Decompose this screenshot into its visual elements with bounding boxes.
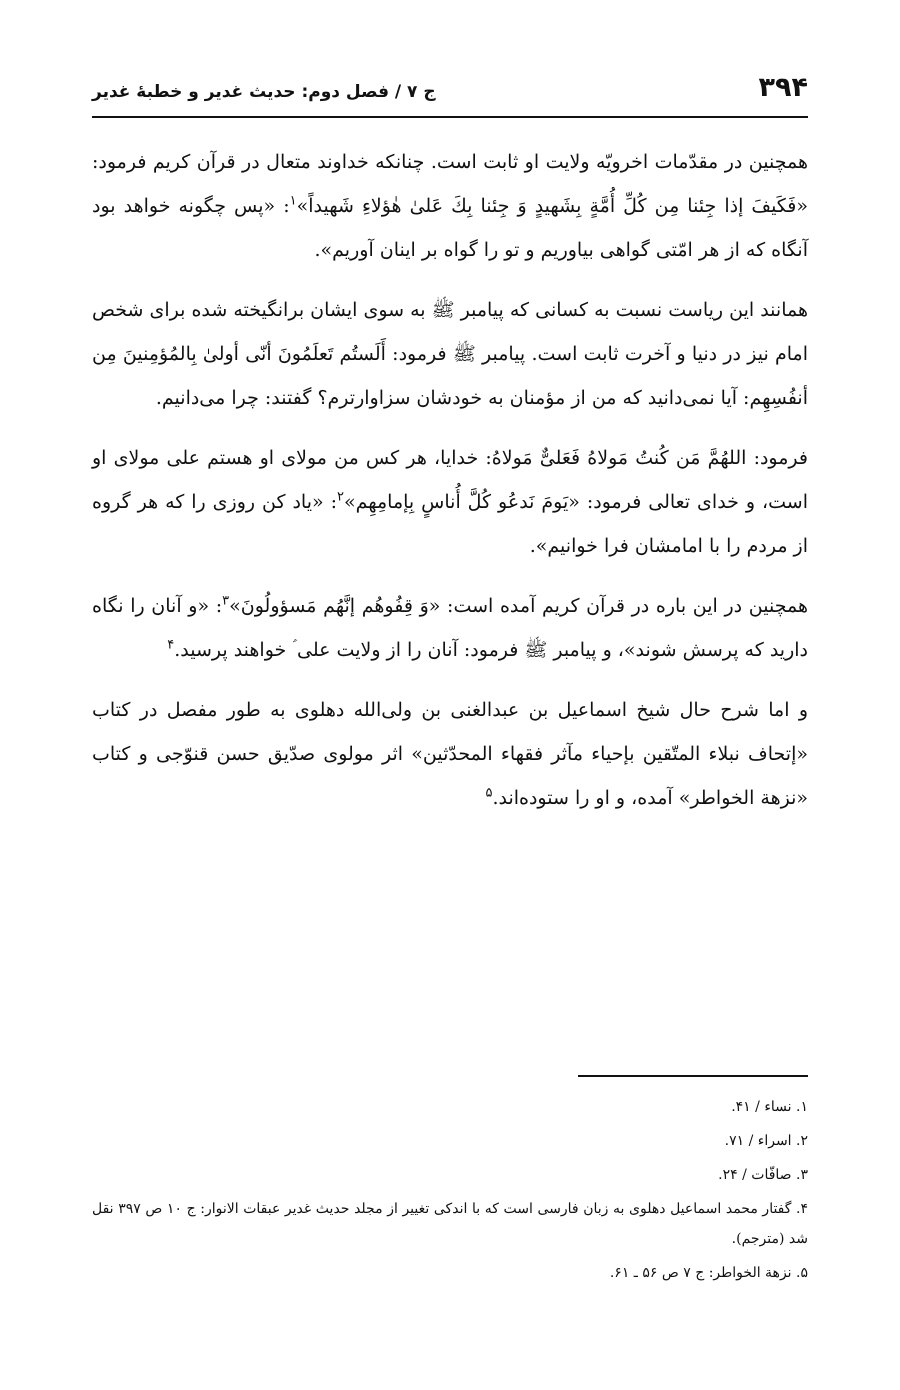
- paragraph: [92, 688, 808, 820]
- paragraph: [92, 140, 808, 272]
- page-number: ۳۹۴: [758, 71, 808, 103]
- footnote: ۲. اسراء / ۷۱.: [724, 1133, 808, 1149]
- paragraph: [92, 584, 808, 672]
- footnotes: [92, 1092, 808, 1292]
- footnote-ref: ۴: [167, 637, 175, 653]
- page-header: [92, 64, 808, 118]
- paragraph-text: همانند این ریاست نسبت به کسانی که پیامبر ﷺ به سوی ایشان برانگیخته شده برای شخص امام نیز در دنیا و آخرت ثابت است. پیامبر ﷺ فرمود: أَلَستُم تَعلَمُونَ أنّی أولیٰ بِالمُؤمِنینَ مِن أنفُسِهِم: آیا نمی‌دانید که من از مؤمنان به خودشان سزاوارترم؟ گفتند: چرا می‌دانیم.: [92, 299, 808, 409]
- paragraph-text: همچنین در این باره در قرآن کریم آمده است: «وَ قِفُوهُم إنَّهُم مَسؤولُونَ»: [229, 595, 808, 617]
- paragraph-text: : «پس چگونه خواهد بود آنگاه که از هر امّتی گواهی بیاوریم و تو را گواه بر اینان آوریم».: [92, 195, 808, 261]
- footnote-divider: [578, 1075, 808, 1077]
- paragraph: [92, 288, 808, 420]
- footnote-ref: ۵: [485, 785, 493, 801]
- footnote: ۱. نساء / ۴۱.: [731, 1099, 808, 1115]
- footnote-ref: ۱: [289, 193, 297, 209]
- footnote: ۴. گفتار محمد اسماعیل دهلوی به زبان فارسی است که با اندکی تغییر از مجلد حدیث غدیر عبقات الانوار: ج ۱۰ ص ۳۹۷ نقل شد (مترجم).: [92, 1201, 809, 1247]
- paragraph-text: فرمود: اللهُمَّ مَن کُنتُ مَولاهُ فَعَلیٌّ مَولاهُ: خدایا، هر کس من مولای او هستم علی مولای او است، و خدای تعالی فرمود: «یَومَ نَدعُو کُلَّ أُناسٍ بِإمامِهِم»: [92, 447, 808, 513]
- footnote: ۵. نزهة الخواطر: ج ۷ ص ۵۶ ـ ۶۱.: [609, 1265, 808, 1281]
- paragraph-text: : «یاد کن روزی را که هر گروه از مردم را با امامشان فرا خوانیم».: [92, 491, 808, 557]
- paragraph: [92, 436, 808, 568]
- running-title: ج ۷ / فصل دوم: حدیث غدیر و خطبهٔ غدیر: [92, 82, 436, 102]
- paragraph-text: : «و آنان را نگاه دارید که پرسش شوند»، و پیامبر ﷺ فرمود: آنان را از ولایت علی ؑ خواهند پرسید.: [92, 595, 808, 661]
- body-text: [92, 140, 808, 836]
- paragraph-text: و اما شرح حال شیخ اسماعیل بن عبدالغنی بن ولی‌الله دهلوی به طور مفصل در کتاب «إتحاف نبلاء المتّقین بإحیاء مآثر فقهاء المحدّثین» اثر مولوی صدّیق حسن قنوّجی و کتاب «نزهة الخواطر» آمده، و او را ستوده‌اند.: [92, 699, 808, 809]
- paragraph-text: همچنین در مقدّمات اخرویّه ولایت او ثابت است. چنانکه خداوند متعال در قرآن کریم فرمود: «فَکَیفَ إذا جِئنا مِن کُلِّ أُمَّةٍ بِشَهیدٍ وَ جِئنا بِكَ عَلیٰ هٰؤلاءِ شَهیداً»: [92, 151, 808, 217]
- footnote-ref: ۲: [336, 489, 344, 505]
- footnote: ۳. صافّات / ۲۴.: [718, 1167, 808, 1183]
- footnote-ref: ۳: [222, 593, 230, 609]
